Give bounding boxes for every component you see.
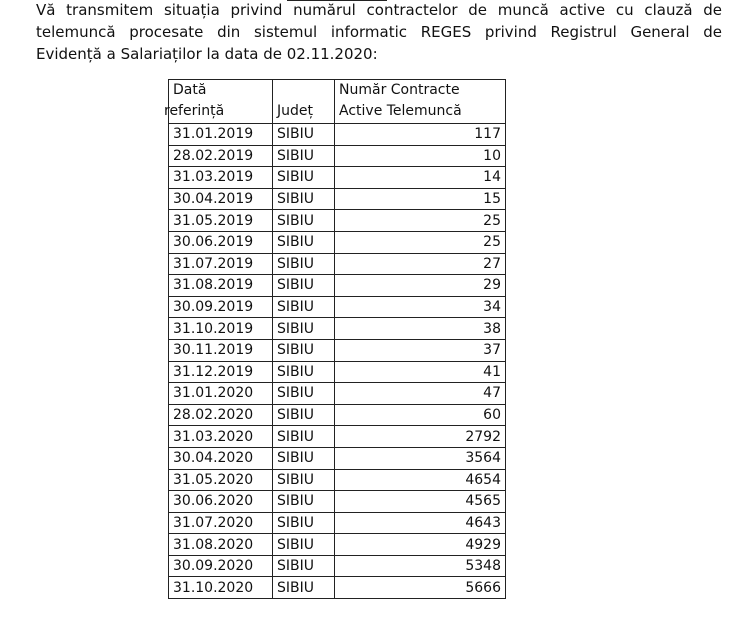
header-county [273,80,335,124]
date-cell: 28.02.2020 [169,404,273,426]
count-cell: 38 [335,318,506,340]
county-cell: SIBIU [273,296,335,318]
county-cell: SIBIU [273,231,335,253]
date-cell: 30.04.2019 [169,188,273,210]
header-date [164,80,273,124]
county-cell: SIBIU [273,210,335,232]
table-row [169,231,506,253]
table-row [169,512,506,534]
table-row [169,361,506,383]
count-cell: 29 [335,275,506,297]
intro-line: Evidență a Salariaților la data de 02.11.2020: [36,45,378,63]
table-row [169,469,506,491]
table-row [169,426,506,448]
table-row [169,296,506,318]
county-cell: SIBIU [273,124,335,146]
intro-line: Vă transmitem situația privind numărul contractelor de muncă active cu clauză de [36,1,722,19]
header-count-line: Active Telemuncă [339,103,462,119]
date-cell: 31.10.2020 [169,577,273,599]
date-cell: 31.01.2019 [169,124,273,146]
header-date-line: Dată [173,82,207,98]
county-cell: SIBIU [273,253,335,275]
table-row [169,318,506,340]
date-cell: 31.07.2020 [169,512,273,534]
county-cell: SIBIU [273,383,335,405]
count-cell: 10 [335,145,506,167]
table-row [169,145,506,167]
table-body [169,124,506,599]
header-count-line: Număr Contracte [339,82,460,98]
date-cell: 31.10.2019 [169,318,273,340]
date-cell: 31.03.2020 [169,426,273,448]
county-cell: SIBIU [273,188,335,210]
table-row [169,447,506,469]
county-cell: SIBIU [273,275,335,297]
date-cell: 31.08.2020 [169,534,273,556]
table-row [169,404,506,426]
count-cell: 41 [335,361,506,383]
county-cell: SIBIU [273,426,335,448]
date-cell: 31.01.2020 [169,383,273,405]
county-cell: SIBIU [273,318,335,340]
count-cell: 34 [335,296,506,318]
county-cell: SIBIU [273,339,335,361]
telework-contracts-table [164,79,506,599]
table-row [169,124,506,146]
count-cell: 4565 [335,491,506,513]
count-cell: 15 [335,188,506,210]
date-cell: 30.11.2019 [169,339,273,361]
county-cell: SIBIU [273,361,335,383]
count-cell: 2792 [335,426,506,448]
count-cell: 4654 [335,469,506,491]
table-header-row [169,80,506,124]
count-cell: 3564 [335,447,506,469]
table-row [169,339,506,361]
count-cell: 14 [335,167,506,189]
table-row [169,275,506,297]
table-row [169,491,506,513]
count-cell: 5666 [335,577,506,599]
date-cell: 30.09.2019 [169,296,273,318]
table-row [169,577,506,599]
county-cell: SIBIU [273,555,335,577]
county-cell: SIBIU [273,491,335,513]
date-cell: 30.06.2020 [169,491,273,513]
table-row [169,383,506,405]
county-cell: SIBIU [273,167,335,189]
count-cell: 4643 [335,512,506,534]
count-cell: 5348 [335,555,506,577]
intro-line: telemuncă procesate din sistemul informatic REGES privind Registrul General de [36,23,722,41]
date-cell: 31.12.2019 [169,361,273,383]
count-cell: 27 [335,253,506,275]
header-count [335,80,506,124]
date-cell: 30.06.2019 [169,231,273,253]
count-cell: 25 [335,231,506,253]
date-cell: 31.07.2019 [169,253,273,275]
county-cell: SIBIU [273,145,335,167]
count-cell: 37 [335,339,506,361]
count-cell: 47 [335,383,506,405]
table-row [169,167,506,189]
header-date-line: referință [164,103,225,119]
table-row [169,555,506,577]
table-row [169,534,506,556]
header-county-label: Județ [277,103,313,119]
table-row [169,188,506,210]
date-cell: 30.09.2020 [169,555,273,577]
date-cell: 30.04.2020 [169,447,273,469]
date-cell: 31.05.2020 [169,469,273,491]
county-cell: SIBIU [273,512,335,534]
count-cell: 25 [335,210,506,232]
intro-paragraph [36,0,722,65]
count-cell: 60 [335,404,506,426]
count-cell: 4929 [335,534,506,556]
county-cell: SIBIU [273,534,335,556]
date-cell: 31.05.2019 [169,210,273,232]
table-row [169,253,506,275]
county-cell: SIBIU [273,404,335,426]
county-cell: SIBIU [273,577,335,599]
date-cell: 31.08.2019 [169,275,273,297]
table-row [169,210,506,232]
count-cell: 117 [335,124,506,146]
county-cell: SIBIU [273,469,335,491]
county-cell: SIBIU [273,447,335,469]
date-cell: 28.02.2019 [169,145,273,167]
date-cell: 31.03.2019 [169,167,273,189]
